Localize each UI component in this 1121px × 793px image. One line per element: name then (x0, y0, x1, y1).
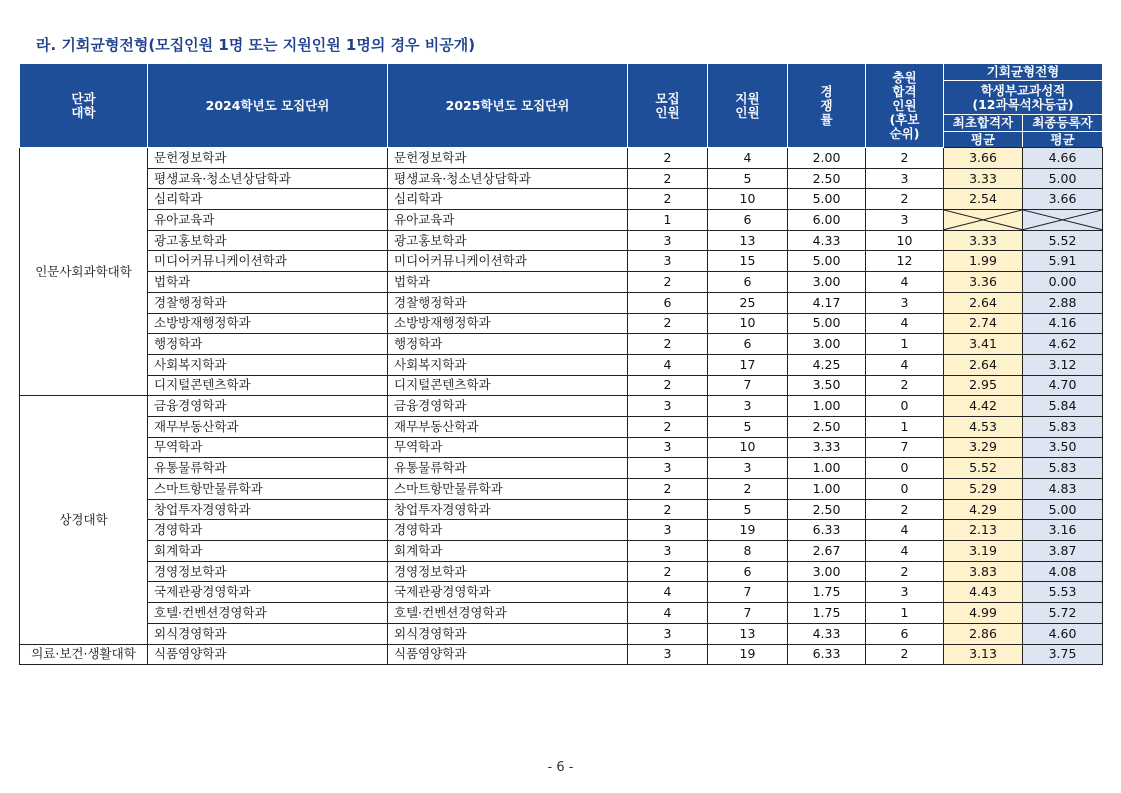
table-row (20, 458, 1103, 479)
final-reg-avg-cell: 3.16 (1023, 520, 1103, 541)
table-row (20, 272, 1103, 293)
applicants-cell: 5 (708, 416, 788, 437)
final-reg-avg-cell: 4.60 (1023, 623, 1103, 644)
unit-2025-cell: 평생교육·청소년상담학과 (388, 168, 628, 189)
unit-2024-cell: 문헌정보학과 (148, 148, 388, 169)
final-reg-avg-cell: 5.00 (1023, 499, 1103, 520)
ratio-cell: 3.33 (788, 437, 866, 458)
final-reg-avg-cell: 5.91 (1023, 251, 1103, 272)
final-reg-avg-cell: 5.83 (1023, 458, 1103, 479)
ratio-cell: 3.00 (788, 272, 866, 293)
unit-2025-cell: 경찰행정학과 (388, 292, 628, 313)
extra-pass-cell: 2 (866, 561, 944, 582)
extra-pass-cell: 2 (866, 189, 944, 210)
quota-cell: 3 (628, 251, 708, 272)
ratio-cell: 1.00 (788, 396, 866, 417)
extra-pass-cell: 1 (866, 334, 944, 355)
unit-2025-cell: 경영학과 (388, 520, 628, 541)
extra-pass-cell: 1 (866, 416, 944, 437)
extra-pass-cell: 3 (866, 210, 944, 231)
unit-2025-cell: 호텔·컨벤션경영학과 (388, 603, 628, 624)
ratio-cell: 6.33 (788, 644, 866, 665)
table-row (20, 334, 1103, 355)
final-reg-avg-cell: 3.75 (1023, 644, 1103, 665)
unit-2024-cell: 스마트항만물류학과 (148, 479, 388, 500)
table-row (20, 623, 1103, 644)
ratio-cell: 6.33 (788, 520, 866, 541)
quota-cell: 2 (628, 313, 708, 334)
final-reg-avg-cell: 0.00 (1023, 272, 1103, 293)
unit-2025-cell: 법학과 (388, 272, 628, 293)
final-reg-avg-cell: 5.52 (1023, 230, 1103, 251)
applicants-cell: 7 (708, 603, 788, 624)
extra-pass-cell: 2 (866, 499, 944, 520)
ratio-cell: 4.33 (788, 623, 866, 644)
final-reg-avg-cell: 4.16 (1023, 313, 1103, 334)
header-college: 단과 대학 (20, 64, 148, 148)
college-name: 의료·보건·생활대학 (20, 644, 148, 665)
final-reg-avg-cell-undisclosed (1023, 210, 1103, 231)
ratio-cell: 1.75 (788, 603, 866, 624)
unit-2025-cell: 재무부동산학과 (388, 416, 628, 437)
unit-2024-cell: 재무부동산학과 (148, 416, 388, 437)
final-reg-avg-cell: 3.50 (1023, 437, 1103, 458)
applicants-cell: 17 (708, 354, 788, 375)
unit-2024-cell: 평생교육·청소년상담학과 (148, 168, 388, 189)
quota-cell: 4 (628, 354, 708, 375)
unit-2025-cell: 소방방재행정학과 (388, 313, 628, 334)
unit-2024-cell: 유통물류학과 (148, 458, 388, 479)
applicants-cell: 15 (708, 251, 788, 272)
unit-2025-cell: 행정학과 (388, 334, 628, 355)
first-pass-avg-cell: 2.86 (944, 623, 1023, 644)
first-pass-avg-cell: 1.99 (944, 251, 1023, 272)
table-row (20, 230, 1103, 251)
table-row (20, 520, 1103, 541)
final-reg-avg-cell: 3.66 (1023, 189, 1103, 210)
first-pass-avg-cell: 3.33 (944, 168, 1023, 189)
unit-2024-cell: 창업투자경영학과 (148, 499, 388, 520)
unit-2024-cell: 경영정보학과 (148, 561, 388, 582)
header-quota: 모집 인원 (628, 64, 708, 148)
extra-pass-cell: 4 (866, 354, 944, 375)
extra-pass-cell: 3 (866, 168, 944, 189)
table-row (20, 582, 1103, 603)
quota-cell: 3 (628, 230, 708, 251)
table-row (20, 354, 1103, 375)
first-pass-avg-cell: 4.43 (944, 582, 1023, 603)
ratio-cell: 2.50 (788, 168, 866, 189)
unit-2024-cell: 법학과 (148, 272, 388, 293)
header-first-pass: 최초합격자 (944, 115, 1023, 132)
applicants-cell: 7 (708, 375, 788, 396)
ratio-cell: 4.33 (788, 230, 866, 251)
quota-cell: 2 (628, 148, 708, 169)
quota-cell: 2 (628, 334, 708, 355)
ratio-cell: 3.00 (788, 561, 866, 582)
cross-mark-icon (944, 210, 1022, 230)
applicants-cell: 5 (708, 168, 788, 189)
first-pass-avg-cell: 3.29 (944, 437, 1023, 458)
applicants-cell: 6 (708, 334, 788, 355)
header-applicants: 지원 인원 (708, 64, 788, 148)
applicants-cell: 10 (708, 437, 788, 458)
final-reg-avg-cell: 2.88 (1023, 292, 1103, 313)
header-ratio: 경 쟁 률 (788, 64, 866, 148)
final-reg-avg-cell: 4.70 (1023, 375, 1103, 396)
college-name: 상경대학 (20, 396, 148, 644)
first-pass-avg-cell: 2.74 (944, 313, 1023, 334)
header-final-registrant: 최종등록자 (1023, 115, 1103, 132)
extra-pass-cell: 0 (866, 396, 944, 417)
applicants-cell: 6 (708, 210, 788, 231)
applicants-cell: 6 (708, 272, 788, 293)
quota-cell: 3 (628, 541, 708, 562)
ratio-cell: 3.50 (788, 375, 866, 396)
unit-2025-cell: 유통물류학과 (388, 458, 628, 479)
header-group-grades: 학생부교과성적 (12과목석차등급) (944, 81, 1103, 115)
ratio-cell: 1.00 (788, 479, 866, 500)
quota-cell: 3 (628, 520, 708, 541)
extra-pass-cell: 2 (866, 148, 944, 169)
unit-2025-cell: 스마트항만물류학과 (388, 479, 628, 500)
first-pass-avg-cell: 3.19 (944, 541, 1023, 562)
applicants-cell: 19 (708, 644, 788, 665)
cross-mark-icon (1023, 210, 1102, 230)
extra-pass-cell: 4 (866, 313, 944, 334)
applicants-cell: 6 (708, 561, 788, 582)
applicants-cell: 3 (708, 396, 788, 417)
final-reg-avg-cell: 3.87 (1023, 541, 1103, 562)
header-unit-2025: 2025학년도 모집단위 (388, 64, 628, 148)
table-row (20, 313, 1103, 334)
unit-2024-cell: 사회복지학과 (148, 354, 388, 375)
applicants-cell: 10 (708, 189, 788, 210)
final-reg-avg-cell: 5.00 (1023, 168, 1103, 189)
unit-2024-cell: 소방방재행정학과 (148, 313, 388, 334)
unit-2025-cell: 회계학과 (388, 541, 628, 562)
ratio-cell: 2.50 (788, 416, 866, 437)
applicants-cell: 13 (708, 623, 788, 644)
applicants-cell: 4 (708, 148, 788, 169)
unit-2025-cell: 경영정보학과 (388, 561, 628, 582)
first-pass-avg-cell: 3.13 (944, 644, 1023, 665)
unit-2024-cell: 회계학과 (148, 541, 388, 562)
unit-2024-cell: 행정학과 (148, 334, 388, 355)
extra-pass-cell: 2 (866, 644, 944, 665)
extra-pass-cell: 12 (866, 251, 944, 272)
applicants-cell: 7 (708, 582, 788, 603)
quota-cell: 3 (628, 458, 708, 479)
header-unit-2024: 2024학년도 모집단위 (148, 64, 388, 148)
unit-2024-cell: 광고홍보학과 (148, 230, 388, 251)
quota-cell: 2 (628, 375, 708, 396)
header-extra-pass: 충원 합격 인원 (후보 순위) (866, 64, 944, 148)
page-title: 라. 기회균형전형(모집인원 1명 또는 지원인원 1명의 경우 비공개) (36, 36, 476, 54)
first-pass-avg-cell: 3.33 (944, 230, 1023, 251)
first-pass-avg-cell: 4.99 (944, 603, 1023, 624)
table-row (20, 603, 1103, 624)
first-pass-avg-cell: 4.42 (944, 396, 1023, 417)
first-pass-avg-cell: 2.13 (944, 520, 1023, 541)
unit-2025-cell: 창업투자경영학과 (388, 499, 628, 520)
quota-cell: 2 (628, 272, 708, 293)
applicants-cell: 3 (708, 458, 788, 479)
table-row (20, 292, 1103, 313)
unit-2024-cell: 금융경영학과 (148, 396, 388, 417)
table-row (20, 210, 1103, 231)
final-reg-avg-cell: 5.53 (1023, 582, 1103, 603)
applicants-cell: 8 (708, 541, 788, 562)
applicants-cell: 19 (708, 520, 788, 541)
college-name: 인문사회과학대학 (20, 148, 148, 396)
quota-cell: 3 (628, 396, 708, 417)
quota-cell: 2 (628, 416, 708, 437)
extra-pass-cell: 2 (866, 375, 944, 396)
first-pass-avg-cell: 2.54 (944, 189, 1023, 210)
first-pass-avg-cell: 2.95 (944, 375, 1023, 396)
unit-2024-cell: 심리학과 (148, 189, 388, 210)
first-pass-avg-cell: 3.41 (944, 334, 1023, 355)
applicants-cell: 2 (708, 479, 788, 500)
quota-cell: 2 (628, 479, 708, 500)
quota-cell: 3 (628, 644, 708, 665)
header-group-opportunity: 기회균형전형 (944, 64, 1103, 81)
quota-cell: 3 (628, 437, 708, 458)
table-body (20, 148, 1103, 665)
table-row (20, 479, 1103, 500)
unit-2025-cell: 무역학과 (388, 437, 628, 458)
unit-2024-cell: 경영학과 (148, 520, 388, 541)
extra-pass-cell: 0 (866, 479, 944, 500)
quota-cell: 4 (628, 582, 708, 603)
unit-2024-cell: 디지털콘텐츠학과 (148, 375, 388, 396)
applicants-cell: 10 (708, 313, 788, 334)
ratio-cell: 2.67 (788, 541, 866, 562)
unit-2024-cell: 경찰행정학과 (148, 292, 388, 313)
table-row (20, 189, 1103, 210)
ratio-cell: 5.00 (788, 251, 866, 272)
first-pass-avg-cell: 4.29 (944, 499, 1023, 520)
unit-2025-cell: 디지털콘텐츠학과 (388, 375, 628, 396)
unit-2024-cell: 식품영양학과 (148, 644, 388, 665)
final-reg-avg-cell: 3.12 (1023, 354, 1103, 375)
unit-2025-cell: 외식경영학과 (388, 623, 628, 644)
first-pass-avg-cell: 2.64 (944, 292, 1023, 313)
unit-2024-cell: 호텔·컨벤션경영학과 (148, 603, 388, 624)
unit-2024-cell: 유아교육과 (148, 210, 388, 231)
first-pass-avg-cell: 3.83 (944, 561, 1023, 582)
applicants-cell: 5 (708, 499, 788, 520)
table-row (20, 541, 1103, 562)
table-row (20, 148, 1103, 169)
quota-cell: 4 (628, 603, 708, 624)
quota-cell: 6 (628, 292, 708, 313)
unit-2025-cell: 식품영양학과 (388, 644, 628, 665)
quota-cell: 2 (628, 168, 708, 189)
table-row (20, 644, 1103, 665)
table-row (20, 561, 1103, 582)
table-row (20, 251, 1103, 272)
quota-cell: 2 (628, 189, 708, 210)
ratio-cell: 2.00 (788, 148, 866, 169)
unit-2024-cell: 국제관광경영학과 (148, 582, 388, 603)
unit-2024-cell: 무역학과 (148, 437, 388, 458)
unit-2025-cell: 국제관광경영학과 (388, 582, 628, 603)
first-pass-avg-cell: 3.36 (944, 272, 1023, 293)
final-reg-avg-cell: 5.84 (1023, 396, 1103, 417)
table-row (20, 375, 1103, 396)
unit-2025-cell: 사회복지학과 (388, 354, 628, 375)
first-pass-avg-cell-undisclosed (944, 210, 1023, 231)
unit-2025-cell: 유아교육과 (388, 210, 628, 231)
extra-pass-cell: 4 (866, 272, 944, 293)
final-reg-avg-cell: 4.08 (1023, 561, 1103, 582)
quota-cell: 2 (628, 499, 708, 520)
quota-cell: 3 (628, 623, 708, 644)
page-number: - 6 - (547, 760, 574, 775)
quota-cell: 1 (628, 210, 708, 231)
final-reg-avg-cell: 5.83 (1023, 416, 1103, 437)
unit-2024-cell: 외식경영학과 (148, 623, 388, 644)
header-avg-final: 평균 (1023, 132, 1103, 148)
quota-cell: 2 (628, 561, 708, 582)
unit-2025-cell: 심리학과 (388, 189, 628, 210)
extra-pass-cell: 1 (866, 603, 944, 624)
first-pass-avg-cell: 3.66 (944, 148, 1023, 169)
ratio-cell: 4.25 (788, 354, 866, 375)
extra-pass-cell: 6 (866, 623, 944, 644)
final-reg-avg-cell: 4.83 (1023, 479, 1103, 500)
unit-2025-cell: 미디어커뮤니케이션학과 (388, 251, 628, 272)
first-pass-avg-cell: 5.52 (944, 458, 1023, 479)
ratio-cell: 6.00 (788, 210, 866, 231)
final-reg-avg-cell: 4.62 (1023, 334, 1103, 355)
table-row (20, 437, 1103, 458)
unit-2025-cell: 문헌정보학과 (388, 148, 628, 169)
ratio-cell: 3.00 (788, 334, 866, 355)
ratio-cell: 1.00 (788, 458, 866, 479)
unit-2025-cell: 광고홍보학과 (388, 230, 628, 251)
table-row (20, 499, 1103, 520)
extra-pass-cell: 7 (866, 437, 944, 458)
extra-pass-cell: 4 (866, 541, 944, 562)
applicants-cell: 13 (708, 230, 788, 251)
first-pass-avg-cell: 4.53 (944, 416, 1023, 437)
extra-pass-cell: 3 (866, 582, 944, 603)
ratio-cell: 5.00 (788, 189, 866, 210)
extra-pass-cell: 10 (866, 230, 944, 251)
first-pass-avg-cell: 2.64 (944, 354, 1023, 375)
ratio-cell: 5.00 (788, 313, 866, 334)
extra-pass-cell: 3 (866, 292, 944, 313)
applicants-cell: 25 (708, 292, 788, 313)
final-reg-avg-cell: 5.72 (1023, 603, 1103, 624)
unit-2024-cell: 미디어커뮤니케이션학과 (148, 251, 388, 272)
table-row (20, 416, 1103, 437)
unit-2025-cell: 금융경영학과 (388, 396, 628, 417)
ratio-cell: 4.17 (788, 292, 866, 313)
ratio-cell: 2.50 (788, 499, 866, 520)
table-row (20, 168, 1103, 189)
table-row (20, 396, 1103, 417)
header-avg-first: 평균 (944, 132, 1023, 148)
extra-pass-cell: 4 (866, 520, 944, 541)
extra-pass-cell: 0 (866, 458, 944, 479)
final-reg-avg-cell: 4.66 (1023, 148, 1103, 169)
admission-results-table (19, 63, 1103, 665)
first-pass-avg-cell: 5.29 (944, 479, 1023, 500)
ratio-cell: 1.75 (788, 582, 866, 603)
